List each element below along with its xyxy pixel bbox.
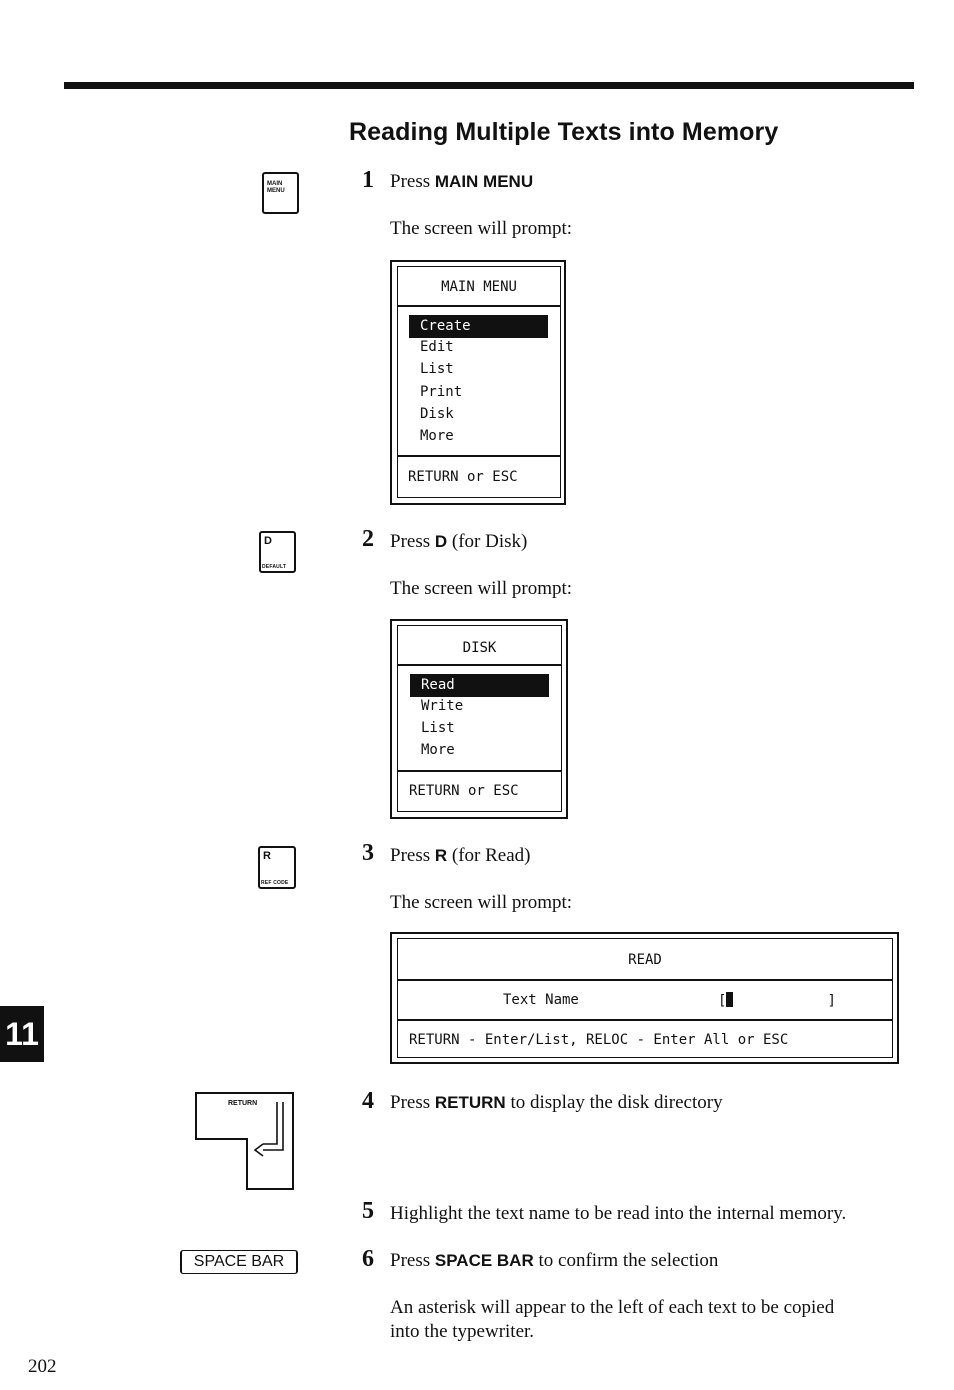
r-key-sublabel: REF CODE [261,880,289,886]
field-open-bracket: [ [718,993,727,1009]
read-footer: RETURN - Enter/List, RELOC - Enter All or ESC [409,1032,789,1048]
step-2-number: 2 [362,526,374,552]
menu-item-print[interactable]: Print [420,384,463,400]
menu-item-disk[interactable]: Disk [420,406,454,422]
text-name-field[interactable] [718,992,836,1009]
step-6-note-line2: into the typewriter. [390,1321,535,1342]
menu-item-list[interactable]: List [420,361,454,377]
step-5-number: 5 [362,1198,374,1224]
step-1-prompt: The screen will prompt: [390,218,573,239]
main-menu-key-line1: MAIN [267,181,283,187]
step-2-text: Press D (for Disk) [390,531,528,552]
d-key-sublabel: DEFAULT [262,564,287,570]
step-3-text: Press R (for Read) [390,845,531,866]
return-key-icon [193,1090,297,1192]
main-menu-header: MAIN MENU [441,279,517,295]
text-cursor [726,992,733,1007]
step-3-prompt: The screen will prompt: [390,892,573,913]
return-key-label: RETURN [228,1100,258,1107]
step-6-text: Press SPACE BAR to confirm the selection [390,1250,719,1271]
read-screen [390,932,899,1064]
disk-item-list[interactable]: List [421,720,455,736]
disk-screen [390,619,568,819]
disk-item-read[interactable]: Read [410,674,549,697]
step-1-number: 1 [362,167,374,193]
page-number: 202 [28,1356,57,1377]
menu-item-more[interactable]: More [420,428,454,444]
step-4-text: Press RETURN to display the disk directory [390,1092,723,1113]
disk-item-more[interactable]: More [421,742,455,758]
space-bar-key-icon: SPACE BAR [180,1250,298,1274]
step-6-number: 6 [362,1246,374,1272]
r-key-letter: R [263,850,271,862]
disk-footer: RETURN or ESC [409,783,519,799]
menu-item-edit[interactable]: Edit [420,339,454,355]
chapter-tab: 11 [0,1006,44,1062]
step-5-text: Highlight the text name to be read into the internal memory. [390,1203,847,1224]
d-key-icon [259,531,296,573]
top-rule [64,82,914,89]
step-4-number: 4 [362,1088,374,1114]
field-close-bracket: ] [827,993,836,1009]
page-title: Reading Multiple Texts into Memory [349,118,779,146]
r-key-icon [258,846,296,889]
disk-item-write[interactable]: Write [421,698,464,714]
text-name-label: Text Name [503,992,579,1008]
d-key-letter: D [264,535,272,547]
menu-item-create[interactable]: Create [409,315,548,338]
main-menu-footer: RETURN or ESC [408,469,518,485]
step-3-number: 3 [362,840,374,866]
disk-header: DISK [462,640,497,656]
step-2-prompt: The screen will prompt: [390,578,573,599]
read-header: READ [628,952,662,968]
main-menu-key-line2: MENU [267,188,285,194]
main-menu-key-icon [262,172,299,214]
main-menu-screen [390,260,566,505]
step-1-text: Press MAIN MENU [390,171,534,192]
step-6-note-line1: An asterisk will appear to the left of each text to be copied [390,1297,835,1318]
